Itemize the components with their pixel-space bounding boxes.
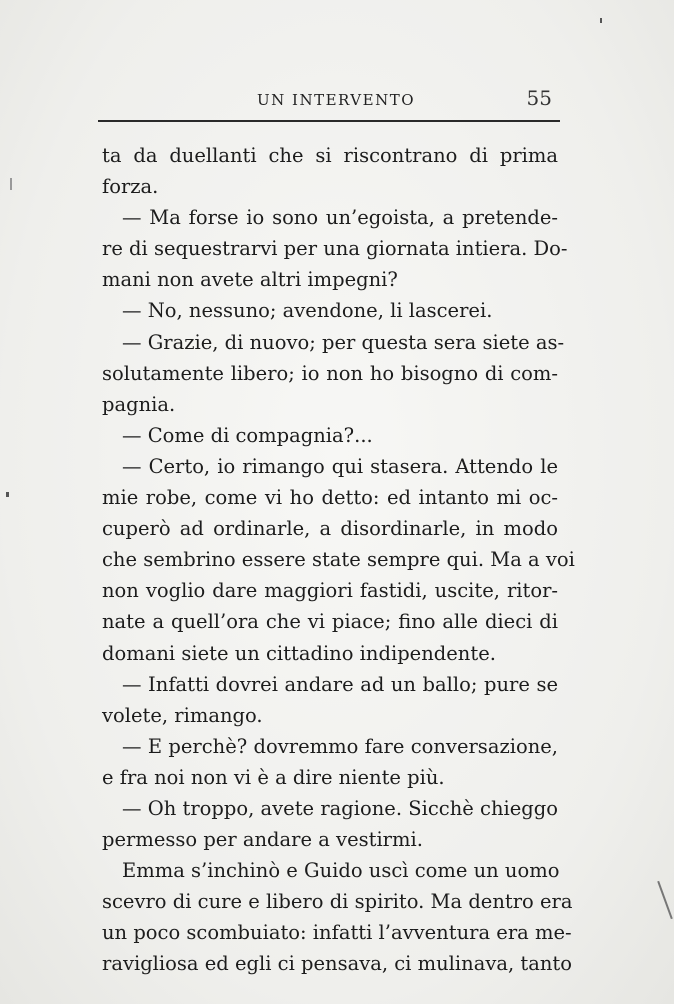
scan-speck [6,492,9,497]
text-line: permesso per andare a vestirmi. [102,828,423,852]
text-line: mani non avete altri impegni? [102,268,398,292]
text-line: — Ma forse io sono un’egoista, a pretende- [122,206,558,230]
text-line: — Oh troppo, avete ragione. Sicchè chieggo [122,796,558,820]
text-line: domani siete un cittadino indipendente. [102,641,496,665]
page-number: 55 [526,86,552,110]
text-line: — No, nessuno; avendone, li lascerei. [122,299,493,323]
text-line: — Grazie, di nuovo; per questa sera siete as- [122,330,565,354]
page-header [92,86,558,116]
header-rule [98,120,560,122]
text-line: — Infatti dovrei andare ad un ballo; pure se [122,672,558,696]
scan-speck [657,881,673,919]
body-text [102,140,575,980]
text-line: re di sequestrarvi per una giornata intiera. Do- [102,237,568,261]
text-line: volete, rimango. [102,703,263,727]
text-line: forza. [102,175,159,199]
text-line: cuperò ad ordinarle, a disordinarle, in modo [102,517,558,541]
text-line: un poco scombuiato: infatti l’avventura era me- [102,921,572,945]
text-line: scevro di cure e libero di spirito. Ma dentro era [102,890,573,914]
text-line: non voglio dare maggiori fastidi, uscite, ritor- [102,579,558,603]
text-line: — Certo, io rimango qui stasera. Attendo le [122,454,558,478]
text-line: pagnia. [102,392,176,416]
scan-speck [600,18,602,23]
text-line: solutamente libero; io non ho bisogno di com- [102,361,558,385]
text-line: che sembrino essere state sempre qui. Ma a voi [102,548,575,572]
text-line: mie robe, come vi ho detto: ed intanto mi oc- [102,486,558,510]
text-line: — Come di compagnia?... [122,423,373,447]
text-line: e fra noi non vi è a dire niente più. [102,765,445,789]
text-line: ta da duellanti che si riscontrano di prima [102,144,558,167]
text-line: ravigliosa ed egli ci pensava, ci mulinava, tanto [102,952,572,976]
text-line: nate a quell’ora che vi piace; fino alle dieci di [102,610,558,634]
text-line: — E perchè? dovremmo fare conversazione, [122,734,558,758]
running-title: UN INTERVENTO [257,91,416,109]
text-line: Emma s’inchinò e Guido uscì come un uomo [122,859,560,883]
scan-speck [10,178,12,190]
